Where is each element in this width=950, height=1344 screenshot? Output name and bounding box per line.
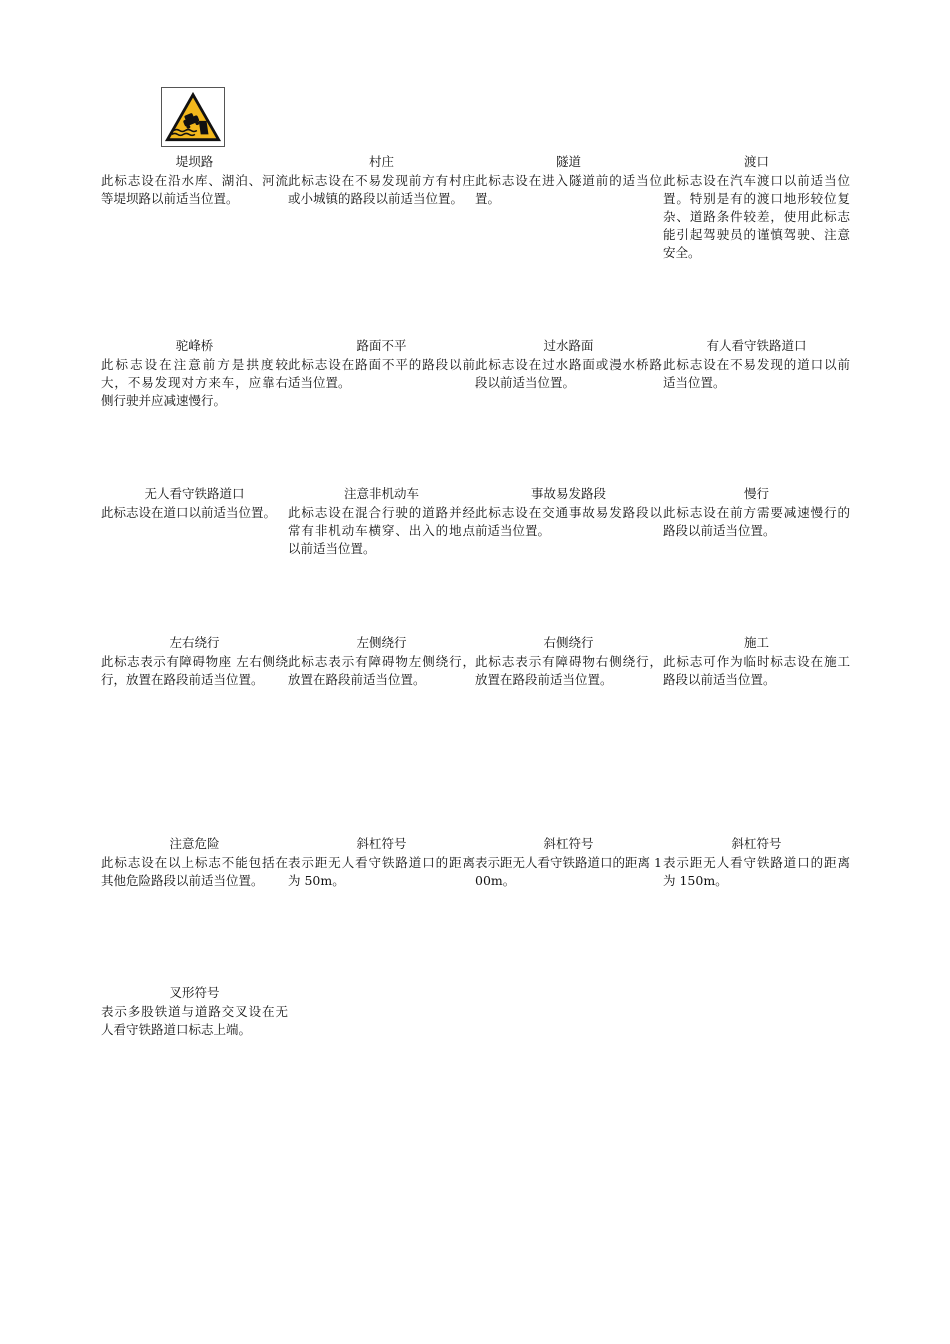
sign-entry [101, 835, 288, 890]
sign-title: 斜杠符号 [356, 836, 407, 851]
sign-entry [101, 485, 288, 522]
sign-title: 注意非机动车 [343, 486, 419, 501]
sign-title: 施工 [743, 635, 769, 650]
sign-entry [288, 337, 475, 392]
sign-title: 左侧绕行 [356, 635, 407, 650]
sign-title: 左右绕行 [169, 635, 220, 650]
sign-title: 有人看守铁路道口 [706, 338, 807, 353]
sign-description: 此标志设在过水路面或漫水桥路段以前适当位置。 [475, 357, 662, 390]
sign-entry [475, 337, 662, 392]
sign-entry [101, 984, 288, 1039]
sign-title: 驼峰桥 [175, 338, 214, 353]
sign-entry [475, 835, 662, 890]
sign-entry [288, 835, 475, 890]
sign-description: 此标志设在混合行驶的道路并经常有非机动车横穿、出入的地点以前适当位置。 [288, 505, 475, 556]
sign-description: 表示距无人看守铁路道口的距离为 150m。 [663, 855, 850, 888]
sign-description: 此标志设在汽车渡口以前适当位置。特别是有的渡口地形较位复杂、道路条件较差，使用此标志能引起驾驶员的谨慎驾驶、注意安全。 [663, 173, 850, 260]
sign-entry [663, 835, 850, 890]
sign-description: 此标志设在以上标志不能包括在其他危险路段以前适当位置。 [101, 855, 288, 888]
sign-description: 此标志表示有障碍物左侧绕行，放置在路段前适当位置。 [288, 654, 475, 687]
sign-description: 此标志设在前方需要减速慢行的路段以前适当位置。 [663, 505, 850, 538]
sign-entry [475, 485, 662, 540]
sign-entry [101, 634, 288, 689]
sign-description: 此标志设在注意前方是拱度较大，不易发现对方来车，应靠右侧行驶并应减速慢行。 [101, 357, 288, 408]
sign-description: 此标志可作为临时标志设在施工路段以前适当位置。 [663, 654, 850, 687]
sign-description: 此标志设在不易发现的道口以前适当位置。 [663, 357, 850, 390]
sign-description: 此标志设在道口以前适当位置。 [101, 505, 277, 520]
sign-title: 斜杠符号 [731, 836, 782, 851]
sign-entry [663, 337, 850, 392]
sign-title: 过水路面 [543, 338, 594, 353]
sign-entry [101, 337, 288, 410]
sign-description: 此标志设在沿水库、湖泊、河流等堤坝路以前适当位置。 [101, 173, 288, 206]
sign-title: 路面不平 [356, 338, 407, 353]
sign-description: 此标志设在路面不平的路段以前适当位置。 [288, 357, 475, 390]
sign-title: 隧道 [555, 154, 581, 169]
sign-entry [663, 153, 850, 262]
sign-description: 此标志设在进入隧道前的适当位置。 [475, 173, 662, 206]
sign-entry [663, 634, 850, 689]
sign-description: 此标志表示有障碍物右侧绕行，放置在路段前适当位置。 [475, 654, 662, 687]
sign-title: 事故易发路段 [530, 486, 606, 501]
sign-title: 右侧绕行 [543, 635, 594, 650]
sign-description: 表示距无人看守铁路道口的距离为 50m。 [288, 855, 475, 888]
sign-description: 表示多股铁道与道路交叉设在无人看守铁路道口标志上端。 [101, 1004, 288, 1037]
embankment-warning-sign-icon [161, 87, 225, 147]
sign-description: 此标志表示有障碍物座 左右侧绕行，放置在路段前适当位置。 [101, 654, 288, 687]
sign-entry [288, 153, 475, 208]
sign-entry [101, 153, 288, 208]
sign-title: 叉形符号 [169, 985, 220, 1000]
sign-title: 斜杠符号 [543, 836, 594, 851]
sign-title: 无人看守铁路道口 [144, 486, 245, 501]
sign-description: 此标志设在交通事故易发路段以前适当位置。 [475, 505, 662, 538]
sign-entry [663, 485, 850, 540]
sign-description: 表示距无人看守铁路道口的距离 100m。 [475, 855, 662, 888]
sign-entry [475, 153, 662, 208]
sign-title: 渡口 [743, 154, 769, 169]
sign-title: 村庄 [368, 154, 394, 169]
sign-entry [288, 634, 475, 689]
sign-entry [475, 634, 662, 689]
sign-description: 此标志设在不易发现前方有村庄或小城镇的路段以前适当位置。 [288, 173, 475, 206]
sign-title: 堤坝路 [175, 154, 214, 169]
sign-entry [288, 485, 475, 558]
sign-title: 慢行 [743, 486, 769, 501]
sign-title: 注意危险 [169, 836, 220, 851]
